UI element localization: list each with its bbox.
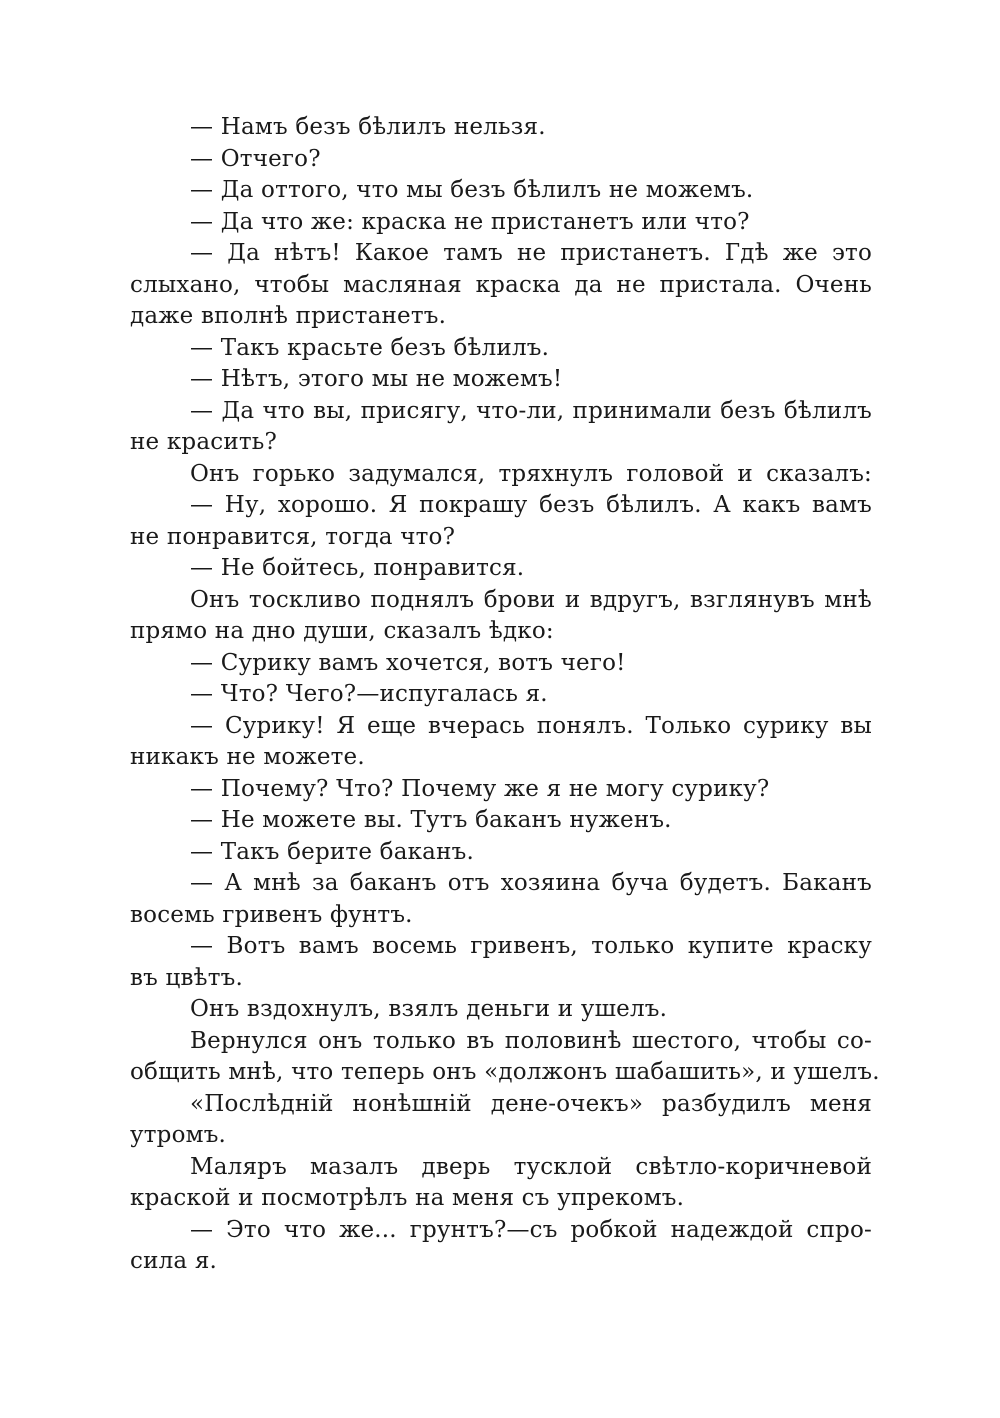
text-line: Вернулся онъ только въ половинѣ шестого, чтобы со- (190, 1027, 872, 1054)
text-line: краской и посмотрѣлъ на меня съ упрекомъ. (130, 1185, 685, 1211)
text-line: — Да нѣтъ! Какое тамъ не пристанетъ. Гдѣ же это (190, 240, 872, 266)
text-line: прямо на дно души, сказалъ ѣдко: (130, 618, 554, 644)
text-line: — Намъ безъ бѣлилъ нельзя. (190, 114, 546, 140)
text-line: — Такъ берите баканъ. (190, 838, 474, 865)
text-line: — Что? Чего?—испугалась я. (190, 681, 548, 707)
text-line: Онъ тоскливо поднялъ брови и вдругъ, взглянувъ мнѣ (190, 586, 872, 613)
text-line: Онъ горько задумался, тряхнулъ головой и сказалъ: (190, 460, 872, 487)
text-line: даже вполнѣ пристанетъ. (130, 303, 447, 329)
page-text (130, 112, 880, 1278)
text-line: въ цвѣтъ. (130, 964, 243, 991)
text-line: — Ну, хорошо. Я покрашу безъ бѣлилъ. А какъ вамъ (190, 492, 872, 518)
text-line: — А мнѣ за баканъ отъ хозяина буча будетъ. Баканъ (190, 870, 872, 896)
text-line: — Нѣтъ, этого мы не можемъ! (190, 366, 563, 392)
text-line: — Не бойтесь, понравится. (190, 555, 525, 581)
text-line: слыхано, чтобы масляная краска да не пристала. Очень (130, 271, 872, 298)
text-line: — Это что же... грунтъ?—съ робкой надеждой спро- (190, 1216, 872, 1243)
text-line: восемь гривенъ фунтъ. (130, 901, 413, 928)
text-line: сила я. (130, 1248, 218, 1274)
text-line: не понравится, тогда что? (130, 523, 456, 550)
text-line: никакъ не можете. (130, 744, 365, 770)
text-line: — Сурику! Я еще вчерась понялъ. Только сурику вы (190, 712, 872, 739)
text-line: Онъ вздохнулъ, взялъ деньги и ушелъ. (190, 996, 668, 1022)
text-line: — Не можете вы. Тутъ баканъ нуженъ. (190, 807, 672, 833)
text-line: не красить? (130, 429, 278, 455)
text-line: — Сурику вамъ хочется, вотъ чего! (190, 649, 626, 676)
text-line: — Отчего? (190, 145, 321, 172)
text-line: — Да оттого, что мы безъ бѣлилъ не можемъ. (190, 177, 754, 203)
text-line: — Да что вы, присягу, что-ли, принимали безъ бѣлилъ (190, 397, 872, 424)
text-line: общить мнѣ, что теперь онъ «должонъ шабашить», и ушелъ. (130, 1059, 880, 1085)
text-line: Маляръ мазалъ дверь тусклой свѣтло-коричневой (190, 1153, 872, 1180)
text-line: — Такъ красьте безъ бѣлилъ. (190, 334, 550, 361)
text-line: — Вотъ вамъ восемь гривенъ, только купите краску (190, 933, 872, 959)
text-line: «Послѣднiй нонѣшнiй дене-очекъ» разбудилъ меня (190, 1090, 872, 1117)
text-line: — Да что же: краска не пристанетъ или что? (190, 208, 750, 235)
text-line: утромъ. (130, 1122, 227, 1148)
text-line: — Почему? Что? Почему же я не могу сурику? (190, 775, 770, 802)
